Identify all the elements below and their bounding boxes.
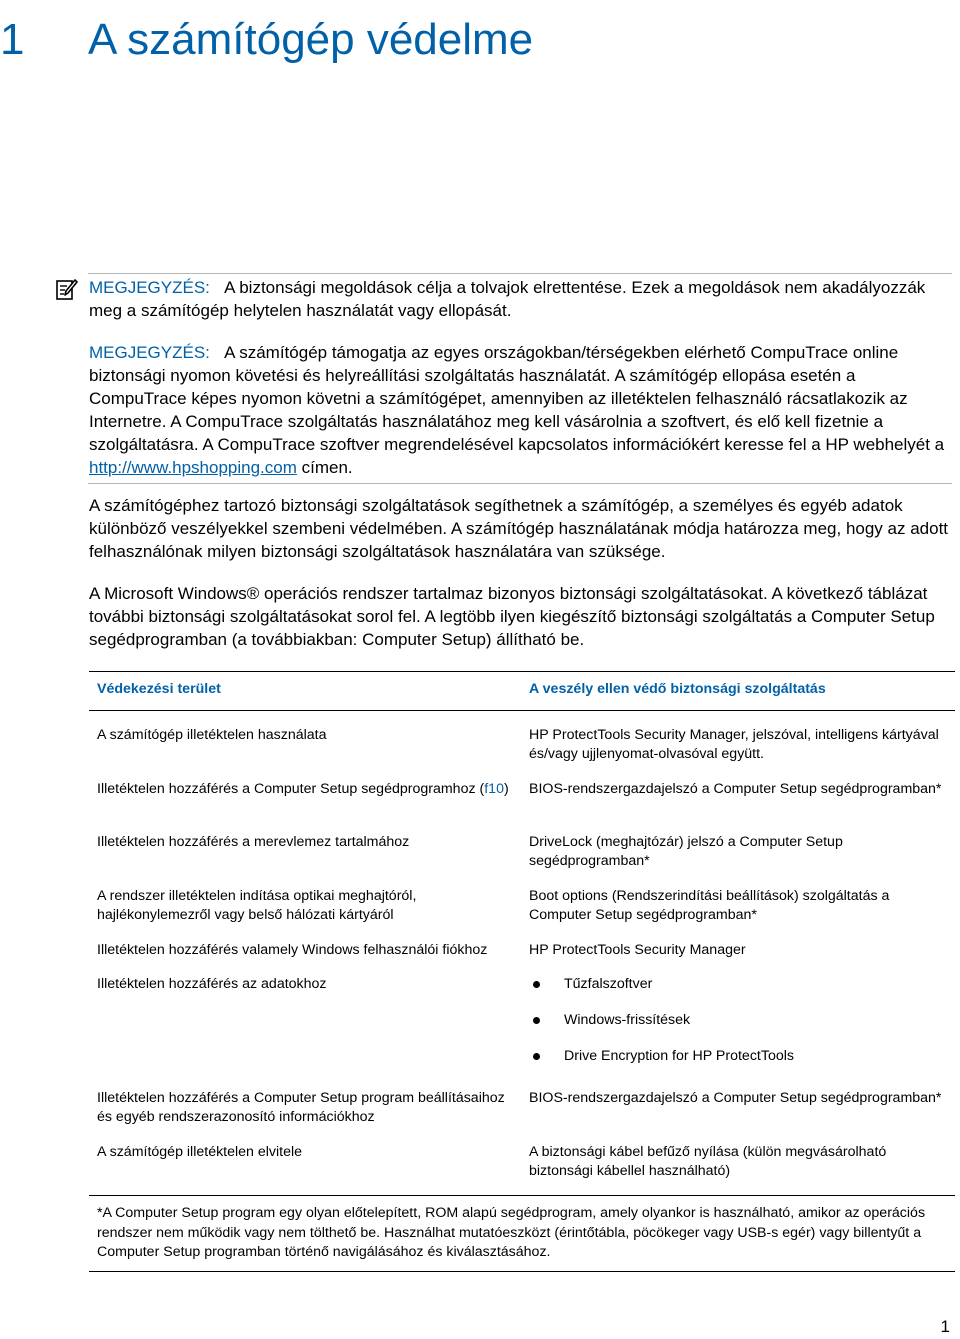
row-area: Illetéktelen hozzáférés a Computer Setup program beállításaihoz és egyéb rendszerazonosító információkhoz — [97, 1090, 505, 1125]
row-feature-list — [521, 967, 955, 1081]
bullet-icon — [533, 1053, 540, 1060]
note-1-text: A biztonsági megoldások célja a tolvajok elrettentése. Ezek a megoldások nem akadályozzák meg a számítógép helytelen használatát vagy ellopását. — [89, 278, 926, 320]
row-area: Illetéktelen hozzáférés a Computer Setup segédprogramhoz (f10) — [97, 781, 509, 797]
bullet-icon — [533, 981, 540, 988]
page-number: 1 — [940, 1317, 950, 1336]
row-area: A rendszer illetéktelen indítása optikai meghajtóról, hajlékonylemezről vagy belső hálózati kártyáról — [97, 888, 417, 923]
table-row — [89, 879, 955, 933]
header-area: Védekezési terület — [89, 672, 521, 711]
table-row — [89, 825, 955, 879]
note-1-label: MEGJEGYZÉS: — [89, 278, 210, 297]
row-feature: HP ProtectTools Security Manager, jelszóval, intelligens kártyával és/vagy ujjlenyomat-olvasóval együtt. — [529, 727, 939, 762]
header-feature: A veszély ellen védő biztonsági szolgáltatás — [521, 672, 955, 711]
intro-paragraph: A számítógéphez tartozó biztonsági szolgáltatások segíthetnek a számítógép, a személyes és egyéb adatok különböző veszélyekkel szembeni védelmében. A számítógép használatának módja határozza meg, hogy az adott felhasználónak milyen biztonsági szolgáltatások használatára van szüksége. — [89, 496, 949, 561]
row-area: Illetéktelen hozzáférés valamely Windows felhasználói fiókhoz — [97, 942, 488, 958]
table-row — [89, 1081, 955, 1135]
table-row — [89, 1135, 955, 1196]
row-feature: DriveLock (meghajtózár) jelszó a Computer Setup segédprogramban* — [529, 834, 843, 869]
row-feature: Boot options (Rendszerindítási beállítások) szolgáltatás a Computer Setup segédprogramban* — [529, 888, 890, 923]
table-row — [89, 711, 955, 773]
note-top-rule — [88, 273, 952, 274]
table-row — [89, 933, 955, 967]
table-footnote: *A Computer Setup program egy olyan előtelepített, ROM alapú segédprogram, amely olyankor is használható, amikor az operációs rendszer nem működik vagy nem tölthető be. Használhat mutatóeszközt (érintőtábla, pöcökeger vagy USB-s egér) vagy billentyűt a Computer Setup programban történő navigálásához és kiválasztásához. — [89, 1196, 955, 1272]
bullet-item: Tűzfalszoftver — [529, 975, 947, 1011]
row-area: Illetéktelen hozzáférés az adatokhoz — [97, 976, 327, 992]
f10-key: f10 — [484, 781, 504, 797]
row-feature: BIOS-rendszergazdajelszó a Computer Setup segédprogramban* — [529, 1090, 942, 1106]
row-feature: HP ProtectTools Security Manager — [529, 942, 746, 958]
chapter-title-text: A számítógép védelme — [88, 15, 534, 64]
hpshopping-link[interactable]: http://www.hpshopping.com — [89, 458, 297, 477]
table-row — [89, 772, 955, 825]
bullet-item: Windows-frissítések — [529, 1011, 947, 1047]
note-2-label: MEGJEGYZÉS: — [89, 343, 210, 362]
security-table — [89, 671, 955, 1272]
row-feature: A biztonsági kábel befűző nyílása (külön megvásárolható biztonsági kábellel használható) — [521, 1135, 955, 1196]
note-2-text: A számítógép támogatja az egyes országokban/térségekben elérhető CompuTrace online biztonsági nyomon követési és helyreállítási szolgáltatás használatát. A számítógép ellopása esetén a CompuTrace képes nyomon követni a számítógépet, amennyiben az illetéktelen felhasználó rácsatlakozik az Internetre. A CompuTrace szolgáltatás használatához meg kell vásárolnia a szoftvert, és elő kell fizetnie a szolgáltatásra. A CompuTrace szoftver megrendelésével kapcsolatos információkért keresse fel a HP webhelyét a — [89, 343, 945, 454]
note-2 — [89, 341, 955, 479]
row-feature: BIOS-rendszergazdajelszó a Computer Setup segédprogramban* — [529, 781, 942, 797]
chapter-number: 1 — [0, 15, 25, 64]
note-2-after: címen. — [301, 458, 353, 477]
windows-paragraph: A Microsoft Windows® operációs rendszer tartalmaz bizonyos biztonsági szolgáltatásokat. A következő táblázat további biztonsági szolgáltatásokat sorol fel. A legtöbb ilyen kiegészítő biztonsági szolgáltatás a Computer Setup segédprogramban (a továbbiakban: Computer Setup) állítható be. — [89, 584, 935, 649]
chapter-title — [0, 14, 533, 66]
table-header-row — [89, 672, 955, 711]
bullet-icon — [533, 1017, 540, 1024]
row-area: Illetéktelen hozzáférés a merevlemez tartalmához — [97, 834, 410, 850]
row-area: A számítógép illetéktelen használata — [97, 727, 327, 743]
row-area: A számítógép illetéktelen elvitele — [89, 1135, 521, 1196]
table-row — [89, 967, 955, 1081]
bullet-item: Drive Encryption for HP ProtectTools — [529, 1047, 947, 1073]
table-footnote-row — [89, 1196, 955, 1272]
note-pencil-icon — [56, 278, 78, 300]
note-1 — [89, 276, 955, 322]
note-bottom-rule — [88, 483, 952, 484]
